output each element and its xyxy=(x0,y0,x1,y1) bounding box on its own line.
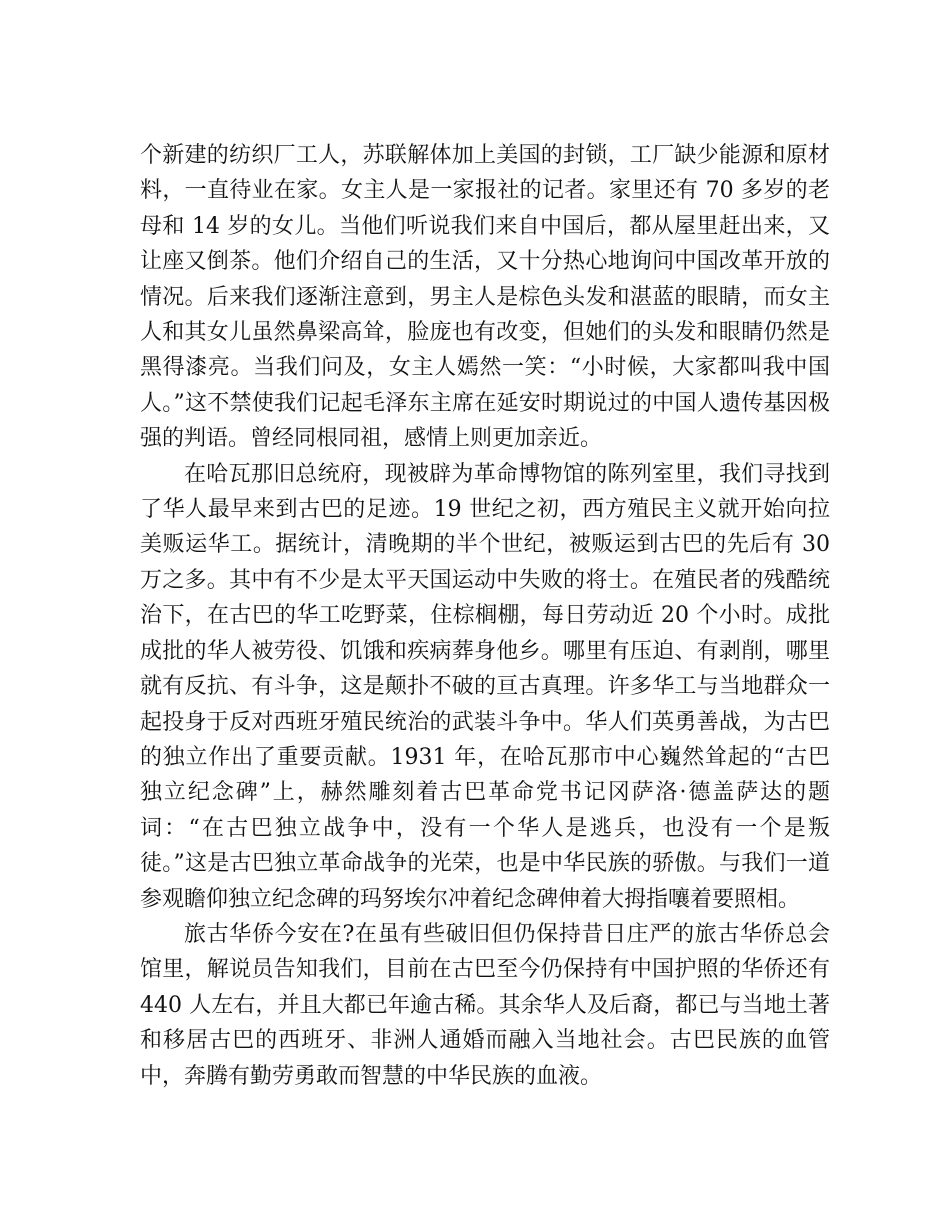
paragraph-3: 旅古华侨今安在?在虽有些破旧但仍保持昔日庄严的旅古华侨总会馆里，解说员告知我们，目前在古巴至今仍保持有中国护照的华侨还有 440 人左右，并且大都已年逾古稀。其余华人及后裔，都已与当地土著和移居古巴的西班牙、非洲人通婚而融入当地社会。古巴民族的血管中，奔腾有勤劳勇敢而智慧的中华民族的血液。 xyxy=(140,921,830,1089)
paragraph-2: 在哈瓦那旧总统府，现被辟为革命博物馆的陈列室里，我们寻找到了华人最早来到古巴的足迹。19 世纪之初，西方殖民主义就开始向拉美贩运华工。据统计，清晚期的半个世纪，被贩运到古巴的先后有 30 万之多。其中有不少是太平天国运动中失败的将士。在殖民者的残酷统治下，在古巴的华工吃野菜，住棕榈棚，每日劳动近 20 个小时。成批成批的华人被劳役、饥饿和疾病葬身他乡。哪里有压迫、有剥削，哪里就有反抗、有斗争，这是颠扑不破的亘古真理。许多华工与当地群众一起投身于反对西班牙殖民统治的武装斗争中。华人们英勇善战，为古巴的独立作出了重要贡献。1931 年，在哈瓦那市中心巍然耸起的“古巴独立纪念碑”上，赫然雕刻着古巴革命党书记冈萨洛·德盖萨达的题词：“在古巴独立战争中，没有一个华人是逃兵，也没有一个是叛徒。”这是古巴独立革命战争的光荣，也是中华民族的骄傲。与我们一道参观瞻仰独立纪念碑的玛努埃尔冲着纪念碑伸着大拇指嚷着要照相。 xyxy=(140,461,830,912)
document-page xyxy=(140,138,830,1094)
paragraph-1: 个新建的纺织厂工人，苏联解体加上美国的封锁，工厂缺少能源和原材料，一直待业在家。女主人是一家报社的记者。家里还有 70 多岁的老母和 14 岁的女儿。当他们听说我们来自中国后，都从屋里赶出来，又让座又倒茶。他们介绍自己的生活，又十分热心地询问中国改革开放的情况。后来我们逐渐注意到，男主人是棕色头发和湛蓝的眼睛，而女主人和其女儿虽然鼻梁高耸，脸庞也有改变，但她们的头发和眼睛仍然是黑得漆亮。当我们问及，女主人嫣然一笑：“小时候，大家都叫我中国人。”这不禁使我们记起毛泽东主席在延安时期说过的中国人遗传基因极强的判语。曾经同根同祖，感情上则更加亲近。 xyxy=(140,143,830,452)
